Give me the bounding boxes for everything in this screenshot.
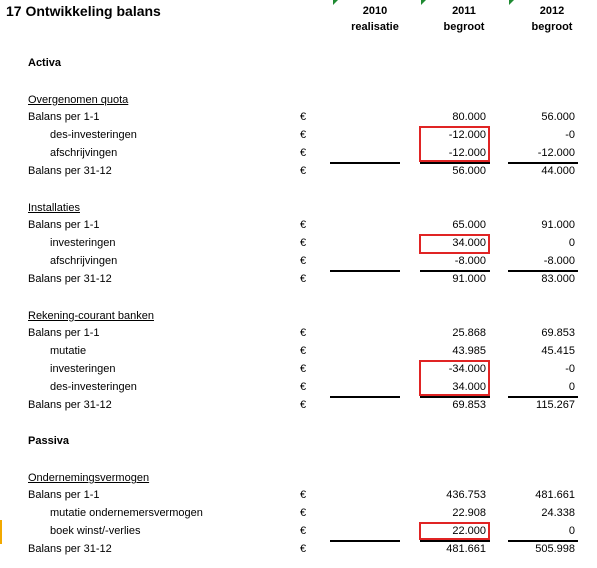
row-label: mutatie: [50, 345, 87, 357]
cell-2011[interactable]: -12.000: [448, 129, 486, 141]
row-label: mutatie ondernemersvermogen: [50, 507, 203, 519]
cell-2011[interactable]: 34.000: [452, 237, 486, 249]
cell-2011[interactable]: 43.985: [452, 345, 486, 357]
sum-line: [508, 270, 578, 272]
cell-2011[interactable]: -34.000: [448, 363, 486, 375]
comment-marker-icon[interactable]: [509, 0, 514, 5]
col-year-2012: 2012: [539, 5, 565, 17]
section-title: Overgenomen quota: [28, 94, 129, 106]
currency-symbol: €: [300, 237, 307, 249]
currency-symbol: €: [300, 219, 307, 231]
row-label: Balans per 31-12: [28, 273, 112, 285]
cell-2011[interactable]: 25.868: [452, 327, 486, 339]
section-title: Ondernemingsvermogen: [28, 472, 150, 484]
cell-2011[interactable]: 69.853: [452, 399, 486, 411]
row-label: investeringen: [50, 237, 116, 249]
cell-2012[interactable]: -8.000: [543, 255, 575, 267]
sum-line: [420, 162, 490, 164]
cell-2012[interactable]: 83.000: [541, 273, 575, 285]
currency-symbol: €: [300, 327, 307, 339]
sum-line: [508, 162, 578, 164]
currency-symbol: €: [300, 165, 307, 177]
currency-symbol: €: [300, 525, 307, 537]
activa-heading: Activa: [28, 57, 62, 69]
currency-symbol: €: [300, 111, 307, 123]
sum-line: [330, 540, 400, 542]
sheet-title: 17 Ontwikkeling balans: [6, 3, 161, 19]
currency-symbol: €: [300, 147, 307, 159]
row-label: boek winst/-verlies: [50, 525, 141, 537]
cell-2011[interactable]: 91.000: [452, 273, 486, 285]
col-year-2010: 2010: [362, 5, 388, 17]
row-label: Balans per 1-1: [28, 489, 100, 501]
sum-line: [420, 540, 490, 542]
highlight-box: [419, 522, 490, 540]
cell-2011[interactable]: 56.000: [452, 165, 486, 177]
col-sub-2012: begroot: [531, 21, 573, 33]
highlight-box: [419, 126, 490, 162]
sum-line: [330, 162, 400, 164]
section-title: Rekening-courant banken: [28, 310, 154, 322]
row-marker: [0, 520, 2, 544]
row-label: Balans per 1-1: [28, 111, 100, 123]
cell-2012[interactable]: -12.000: [537, 147, 575, 159]
row-label: afschrijvingen: [50, 147, 118, 159]
currency-symbol: €: [300, 345, 307, 357]
cell-2011[interactable]: -8.000: [454, 255, 486, 267]
highlight-box: [419, 234, 490, 254]
cell-2012[interactable]: 0: [568, 381, 575, 393]
row-label: investeringen: [50, 363, 116, 375]
row-label: Balans per 1-1: [28, 219, 100, 231]
currency-symbol: €: [300, 543, 307, 555]
cell-2012[interactable]: 115.267: [536, 399, 575, 411]
currency-symbol: €: [300, 381, 307, 393]
col-sub-2010: realisatie: [351, 21, 399, 33]
row-label: Balans per 31-12: [28, 543, 112, 555]
cell-2012[interactable]: -0: [565, 129, 575, 141]
currency-symbol: €: [300, 273, 307, 285]
currency-symbol: €: [300, 399, 307, 411]
cell-2012[interactable]: 91.000: [541, 219, 575, 231]
currency-symbol: €: [300, 507, 307, 519]
currency-symbol: €: [300, 129, 307, 141]
sum-line: [508, 540, 578, 542]
passiva-heading: Passiva: [28, 435, 69, 447]
currency-symbol: €: [300, 255, 307, 267]
cell-2012[interactable]: 56.000: [541, 111, 575, 123]
cell-2012[interactable]: -0: [565, 363, 575, 375]
sum-line: [420, 396, 490, 398]
currency-symbol: €: [300, 489, 307, 501]
cell-2011[interactable]: -12.000: [448, 147, 486, 159]
sum-line: [330, 396, 400, 398]
currency-symbol: €: [300, 363, 307, 375]
sum-line: [420, 270, 490, 272]
cell-2011[interactable]: 34.000: [452, 381, 486, 393]
cell-2011[interactable]: 436.753: [446, 489, 486, 501]
row-label: des-investeringen: [50, 381, 137, 393]
cell-2011[interactable]: 481.661: [446, 543, 486, 555]
row-label: Balans per 31-12: [28, 165, 112, 177]
row-label: afschrijvingen: [50, 255, 118, 267]
cell-2012[interactable]: 0: [568, 237, 575, 249]
row-label: Balans per 31-12: [28, 399, 112, 411]
cell-2012[interactable]: 505.998: [535, 543, 575, 555]
cell-2012[interactable]: 481.661: [535, 489, 575, 501]
col-year-2011: 2011: [452, 5, 476, 17]
highlight-box: [419, 360, 490, 396]
cell-2011[interactable]: 80.000: [452, 111, 486, 123]
col-sub-2011: begroot: [443, 21, 485, 33]
comment-marker-icon[interactable]: [333, 0, 338, 5]
cell-2012[interactable]: 24.338: [541, 507, 575, 519]
row-label: Balans per 1-1: [28, 327, 100, 339]
row-label: des-investeringen: [50, 129, 137, 141]
cell-2012[interactable]: 44.000: [541, 165, 575, 177]
sum-line: [508, 396, 578, 398]
cell-2011[interactable]: 65.000: [452, 219, 486, 231]
cell-2012[interactable]: 0: [568, 525, 575, 537]
cell-2011[interactable]: 22.000: [452, 525, 486, 537]
cell-2012[interactable]: 69.853: [541, 327, 575, 339]
cell-2012[interactable]: 45.415: [541, 345, 575, 357]
sum-line: [330, 270, 400, 272]
cell-2011[interactable]: 22.908: [452, 507, 486, 519]
comment-marker-icon[interactable]: [421, 0, 426, 5]
section-title: Installaties: [28, 202, 80, 214]
